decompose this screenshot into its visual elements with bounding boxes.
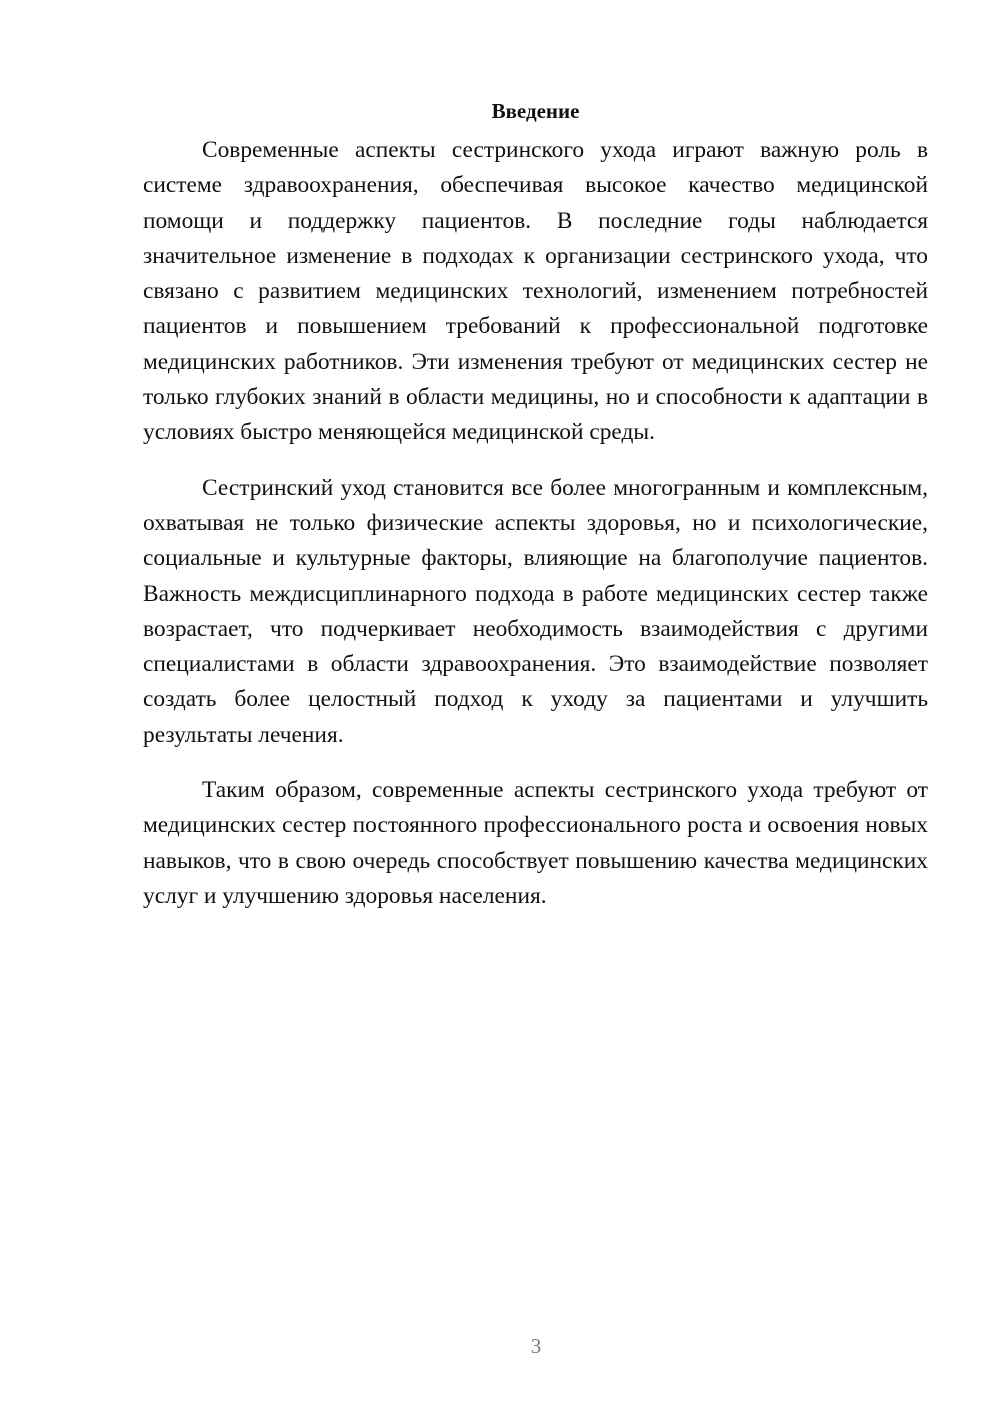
section-heading: Введение bbox=[491, 99, 580, 123]
paragraph-1: Современные аспекты сестринского ухода играют важную роль в системе здравоохранения, обеспечивая высокое качество медицинской помощи и поддержку пациентов. В последние годы наблюдается значительное изменение в подходах к организации сестринского ухода, что связано с развитием медицинских технологий, изменением потребностей пациентов и повышением требований к профессиональной подготовке медицинских работников. Эти изменения требуют от медицинских сестер не только глубоких знаний в области медицины, но и способности к адаптации в условиях быстро меняющейся медицинской среды. bbox=[143, 137, 928, 446]
paragraph-3: Таким образом, современные аспекты сестринского ухода требуют от медицинских сестер постоянного профессионального роста и освоения новых навыков, что в свою очередь способствует повышению качества медицинских услуг и улучшению здоровья населения. bbox=[143, 777, 928, 909]
page-content bbox=[143, 96, 928, 934]
page-number: 3 bbox=[530, 1334, 542, 1358]
paragraph-2: Сестринский уход становится все более многогранным и комплексным, охватывая не только физические аспекты здоровья, но и психологические, социальные и культурные факторы, влияющие на благополучие пациентов. Важность междисциплинарного подхода в работе медицинских сестер также возрастает, что подчеркивает необходимость взаимодействия с другими специалистами в области здравоохранения. Это взаимодействие позволяет создать более целостный подход к уходу за пациентами и улучшить результаты лечения. bbox=[143, 474, 928, 748]
